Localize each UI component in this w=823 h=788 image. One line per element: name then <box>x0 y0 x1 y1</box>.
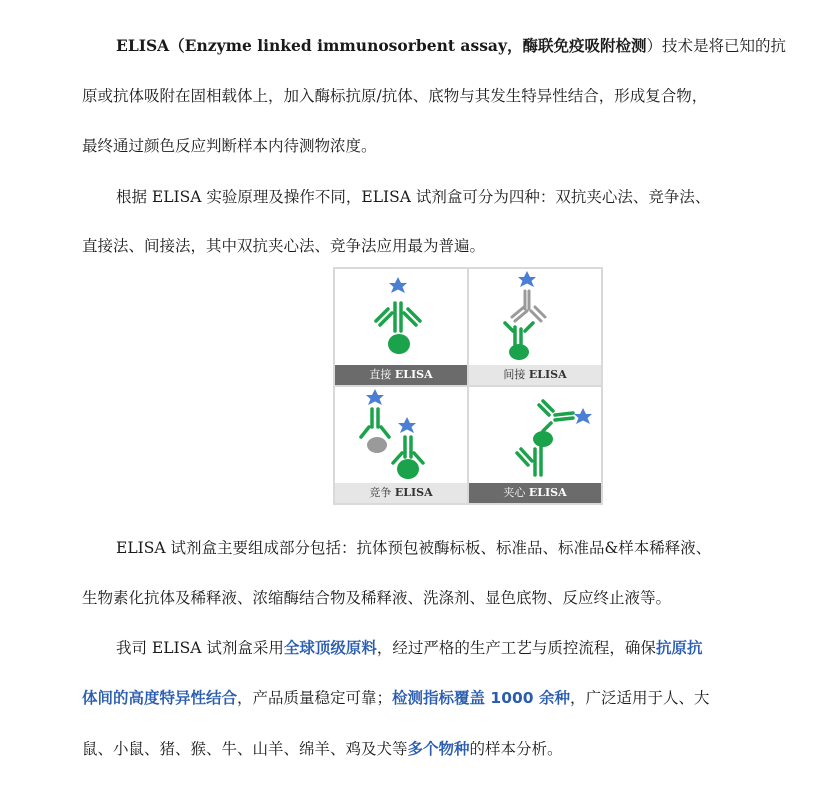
caption-competitive <box>335 483 467 503</box>
quality-text: ，产品质量稳定可靠； <box>237 689 393 707</box>
highlight-specificity-start: 抗原抗 <box>655 639 703 657</box>
highlight-specificity-end: 体间的高度特异性结合 <box>82 689 238 707</box>
panel-competitive <box>335 387 467 503</box>
capture-antibody-icon <box>517 447 541 475</box>
detection-antibody-icon <box>539 401 573 431</box>
sandwich-elisa-illustration <box>469 387 601 483</box>
intro-bold-term: ELISA（Enzyme linked immunosorbent assay，酶联免疫吸附检测 <box>116 36 647 55</box>
caption-sandwich <box>469 483 601 503</box>
panel-direct <box>335 269 467 385</box>
caption-sandwich-prefix: 夹心 <box>503 486 526 499</box>
caption-direct-elisa: ELISA <box>394 368 433 381</box>
highlight-raw-materials: 全球顶级原料 <box>283 639 377 657</box>
antibody-icon-left <box>361 409 389 437</box>
enzyme-star-icon <box>389 277 407 293</box>
antigen-icon <box>509 344 529 360</box>
panel-sandwich <box>469 387 601 503</box>
competitive-elisa-illustration <box>335 387 467 483</box>
enzyme-star-icon <box>574 408 592 424</box>
caption-indirect-prefix: 间接 <box>503 368 526 381</box>
caption-sandwich-elisa: ELISA <box>528 486 567 499</box>
antigen-icon <box>533 431 553 447</box>
intro-line-3: 最终通过颜色反应判断样本内待测物浓度。 <box>82 137 377 155</box>
quality-line-3 <box>82 737 563 759</box>
unlabeled-antigen-icon <box>367 437 387 453</box>
primary-antibody-icon <box>505 323 533 347</box>
quality-text: 我司 ELISA 试剂盒采用 <box>116 639 284 657</box>
highlight-species: 多个物种 <box>407 740 470 758</box>
highlight-coverage: 检测指标覆盖 1000 余种 <box>392 689 570 707</box>
secondary-antibody-icon <box>512 291 545 321</box>
components-line-1: ELISA 试剂盒主要组成部分包括：抗体预包被酶标板、标准品、标准品&样本稀释液、 <box>116 539 712 557</box>
intro-line-1-rest: ）技术是将已知的抗 <box>646 37 786 55</box>
quality-text: ，经过严格的生产工艺与质控流程，确保 <box>376 639 656 657</box>
caption-indirect-elisa: ELISA <box>528 368 567 381</box>
antigen-icon <box>397 459 419 479</box>
quality-line-1 <box>116 636 702 658</box>
quality-text: 鼠、小鼠、猪、猴、牛、山羊、绵羊、鸡及犬等 <box>82 740 408 758</box>
panel-indirect <box>469 269 601 385</box>
types-line-2: 直接法、间接法，其中双抗夹心法、竞争法应用最为普遍。 <box>82 237 486 255</box>
caption-competitive-prefix: 竞争 <box>369 486 392 499</box>
indirect-elisa-illustration <box>469 269 601 365</box>
components-line-2: 生物素化抗体及稀释液、浓缩酶结合物及稀释液、洗涤剂、显色底物、反应终止液等。 <box>82 589 672 607</box>
intro-line-2: 原或抗体吸附在固相载体上，加入酶标抗原/抗体、底物与其发生特异性结合，形成复合物， <box>82 87 708 105</box>
caption-competitive-elisa: ELISA <box>394 486 433 499</box>
enzyme-star-icon <box>518 271 536 287</box>
intro-line-1 <box>116 34 786 56</box>
elisa-types-figure <box>333 267 603 505</box>
direct-elisa-illustration <box>335 269 467 365</box>
enzyme-star-icon <box>366 389 384 405</box>
quality-line-2 <box>82 686 709 708</box>
caption-indirect <box>469 365 601 385</box>
enzyme-star-icon <box>398 417 416 433</box>
antibody-icon <box>376 303 420 331</box>
antigen-icon <box>388 334 410 354</box>
types-line-1: 根据 ELISA 实验原理及操作不同，ELISA 试剂盒可分为四种：双抗夹心法、竞争法、 <box>116 188 711 206</box>
caption-direct-prefix: 直接 <box>369 368 392 381</box>
quality-text: ，广泛适用于人、大 <box>569 689 710 707</box>
caption-direct <box>335 365 467 385</box>
quality-text: 的样本分析。 <box>469 740 563 758</box>
